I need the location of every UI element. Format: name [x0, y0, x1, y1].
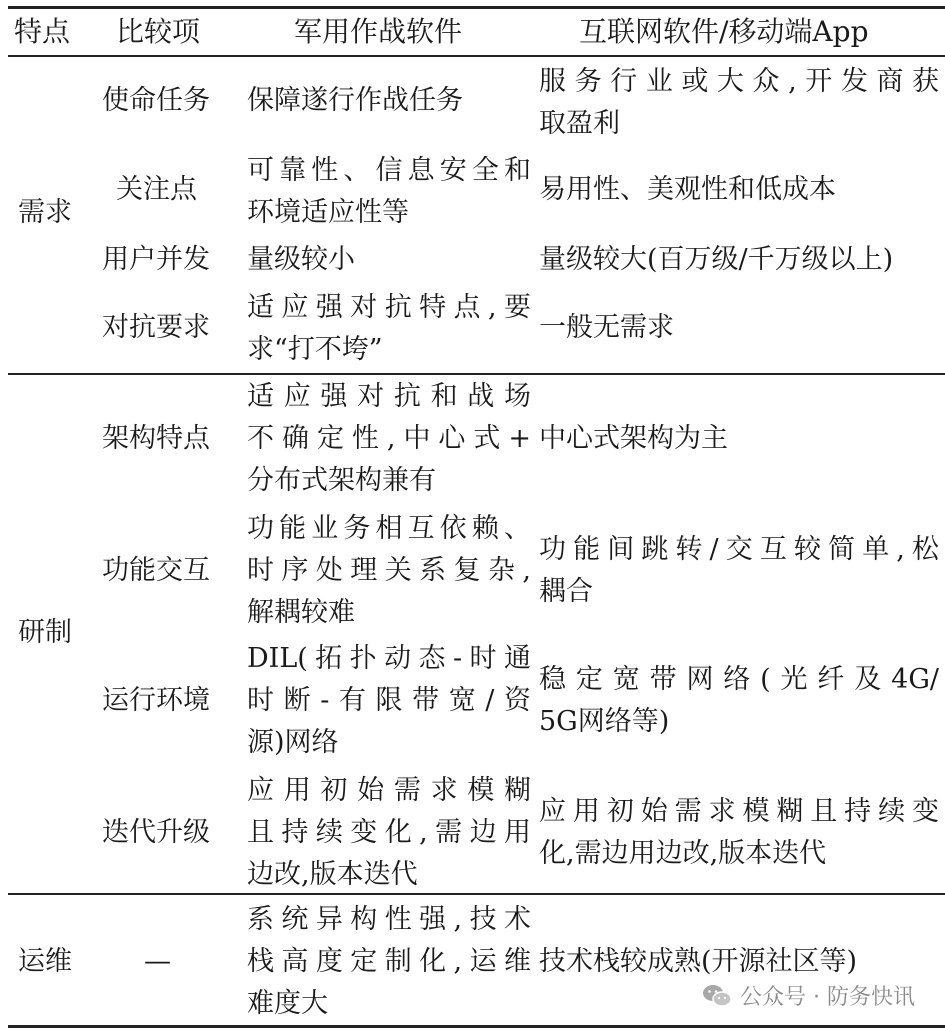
group-rule [8, 373, 945, 375]
internet-cell: 应用初始需求模糊且持续变 化,需边用边改,版本迭代 [539, 796, 939, 869]
internet-cell: 技术栈较成熟(开源社区等) [539, 946, 858, 977]
header-rule [8, 55, 945, 57]
row-item: 关注点 [116, 174, 197, 205]
bottom-rule [8, 1025, 945, 1028]
row-item: 运行环境 [102, 685, 210, 716]
group-label: 研制 [18, 617, 72, 648]
row-item: 使命任务 [102, 85, 210, 116]
internet-cell: 一般无需求 [539, 312, 674, 343]
military-cell: 量级较小 [247, 244, 355, 275]
group-label: 需求 [18, 197, 72, 228]
wechat-icon [702, 983, 732, 1009]
internet-cell: 中心式架构为主 [539, 423, 728, 454]
row-item: 架构特点 [102, 423, 210, 454]
military-cell: 系统异构性强,技术 栈高度定制化,运维 难度大 [247, 904, 531, 1019]
row-item: 功能交互 [102, 555, 210, 586]
military-cell: 适应强对抗特点,要 求“打不垮” [247, 292, 531, 365]
internet-cell: 功能间跳转/交互较简单,松 耦合 [539, 534, 939, 607]
watermark [702, 980, 915, 1011]
group-label: 运维 [18, 946, 72, 977]
watermark-text: 公众号 · 防务快讯 [740, 985, 915, 1010]
row-item: 迭代升级 [102, 817, 210, 848]
military-cell: 功能业务相互依赖、 时序处理关系复杂, 解耦较难 [247, 513, 531, 628]
internet-cell: 量级较大(百万级/千万级以上) [539, 244, 894, 275]
header-military: 军用作战软件 [294, 15, 463, 48]
top-rule [8, 6, 945, 9]
military-cell: 可靠性、信息安全和 环境适应性等 [247, 155, 531, 228]
header-feature: 特点 [14, 15, 71, 48]
military-cell: 保障遂行作战任务 [247, 85, 463, 116]
military-cell: 适应强对抗和战场 不确定性,中心式+ 分布式架构兼有 [247, 381, 531, 496]
row-item: 对抗要求 [102, 312, 210, 343]
internet-cell: 服务行业或大众,开发商获 取盈利 [539, 66, 939, 139]
internet-cell: 易用性、美观性和低成本 [539, 174, 836, 205]
internet-cell: 稳定宽带网络(光纤及4G/ 5G网络等) [539, 664, 939, 737]
header-item: 比较项 [116, 15, 201, 48]
military-cell: DIL(拓扑动态-时通 时断-有限带宽/资 源)网络 [247, 643, 531, 758]
row-item: 用户并发 [102, 244, 210, 275]
military-cell: 应用初始需求模糊 且持续变化,需边用 边改,版本迭代 [247, 775, 531, 890]
row-item: — [144, 946, 171, 977]
header-internet: 互联网软件/移动端App [579, 15, 869, 48]
